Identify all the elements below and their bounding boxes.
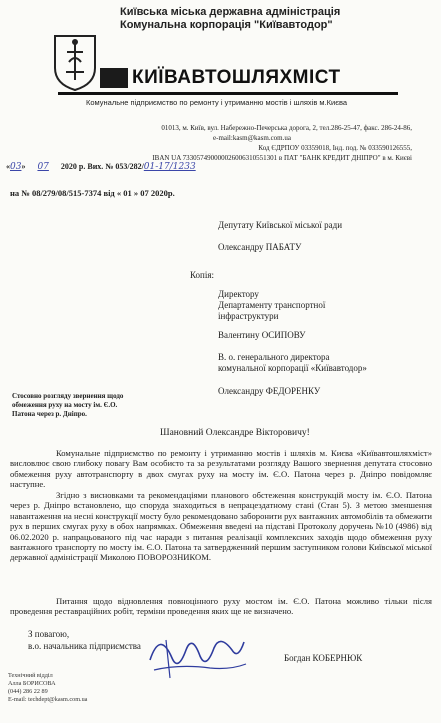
paragraph-text: Питання щодо відновлення повноцінного руху мостом ім. Є.О. Патона можливо тільки після проведення реставраційних робіт, терміни проведення яких ще не визначено. xyxy=(10,596,432,617)
signer-name: Богдан КОБЕРНЮК xyxy=(284,653,363,663)
addressee-title: Депутату Київської міської ради xyxy=(218,220,343,230)
copy-1-line1: Директору xyxy=(218,289,259,299)
brand-mark-icon xyxy=(100,68,128,88)
outgoing-day: 03 xyxy=(10,162,22,172)
company-subtitle: Комунальне підприємство по ремонту і утриманню мостів і шляхів м.Києва xyxy=(86,98,348,107)
outgoing-month: 07 xyxy=(37,162,49,172)
contact-block xyxy=(8,672,87,704)
copy-4-name: Олександру ФЕДОРЕНКУ xyxy=(218,386,321,396)
address-bank: IBAN UA 733057490000026006310551301 в ПАТ "БАНК КРЕДИТ ДНІПРО" в м. Києві xyxy=(152,154,412,162)
address-codes: Код ЄДРПОУ 03359018, Інд. под. № 033590126555, xyxy=(258,144,412,152)
contact-person: Алла БОРИСОВА xyxy=(8,680,56,687)
closing-block xyxy=(28,628,141,652)
reference-number: на № 08/279/08/515-7374 від « 01 » 07 2020р. xyxy=(10,188,175,198)
letter-subject: Стосовно розгляду звернення щодо обмеження руху на мосту ім. Є.О. Патона через р. Дніпро. xyxy=(12,392,124,418)
corporation-name: Комунальна корпорація "Київавтодор" xyxy=(120,19,333,31)
company-address xyxy=(92,123,412,163)
closing-regards: З повагою, xyxy=(28,629,70,639)
paragraph-text: Згідно з висновками та рекомендаціями планового обстеження конструкцій мосту ім. Є.О. Патона через р. Дніпро встановлено, що споруда знаходиться в непрацездатному стані (Стан 5). З метою зменшення навантаження на несні конструкції мосту було рекомендовано заборонити рух вантажних автомобілів та обмежити рух в перших смугах руху в обох напрямках. Обмеження введені на підставі Протоколу доручень №10 (4986) від 06.02.2020 р. напрацьованого під час наради з питання реалізації комплексних заходів щодо обмеження руху вантажного транспорту по мосту ім. Є.О. Патона та затвердженний першим заступником голови Київської міської державної адміністрації Миколою ПОВОРОЗНИКОМ. xyxy=(10,490,432,563)
outgoing-reg-number: 01-17/1233 xyxy=(143,162,196,172)
header-divider xyxy=(58,92,398,95)
brand-logo xyxy=(100,68,400,88)
signature-icon xyxy=(140,620,250,690)
contact-email: E-mail: techdept@kasm.com.ua xyxy=(8,696,88,703)
outgoing-number: «03» 07 2020 р. Вих. № 053/282/01-17/1233 xyxy=(6,162,196,172)
copy-2-name: Валентину ОСИПОВУ xyxy=(218,330,306,340)
copy-3-line2: комунальної корпорації «Київавтодор» xyxy=(218,363,367,373)
addressee-name: Олександру ПАБАТУ xyxy=(218,242,302,252)
outgoing-year: 2020 р. Вих. № 053/282 xyxy=(60,162,142,171)
body-paragraph-2 xyxy=(10,490,432,563)
paragraph-text: Комунальне підприємство по ремонту і утриманню мостів і шляхів м. Києва «Київавтошляхміст» висловлює свою глибоку повагу Вам особисто та за результатами розгляду Вашого звернення депутата стосовно обмеження руху автотранспорту в двох смугах руху на мосту ім. Є.О. Патона через р. Дніпро повідомляє наступне. xyxy=(10,448,432,490)
copy-1-line2: Департаменту транспортної xyxy=(218,300,326,310)
salutation: Шановний Олександре Вікторовичу! xyxy=(160,428,310,438)
address-email: e-mail:kasm@kasm.com.ua xyxy=(213,134,291,142)
closing-position: в.о. начальника підприємства xyxy=(28,641,141,651)
brand-name: КИЇВАВТОШЛЯХМІСТ xyxy=(132,67,341,88)
body-paragraph-3 xyxy=(10,596,432,617)
kyiv-crest-icon xyxy=(52,32,98,92)
contact-dept: Технічний відділ xyxy=(8,672,53,679)
copies-label: Копія: xyxy=(190,270,215,280)
body-paragraph-1 xyxy=(10,448,432,490)
address-line: 01013, м. Київ, вул. Набережно-Печерська дорога, 2, тел.286-25-47, факс. 286-24-86, xyxy=(161,124,412,132)
contact-phone: (044) 286 22 89 xyxy=(8,688,48,695)
admin-name: Київська міська державна адміністрація xyxy=(120,6,341,18)
copy-1-line3: інфраструктури xyxy=(218,311,279,321)
copy-3-line1: В. о. генерального директора xyxy=(218,352,330,362)
